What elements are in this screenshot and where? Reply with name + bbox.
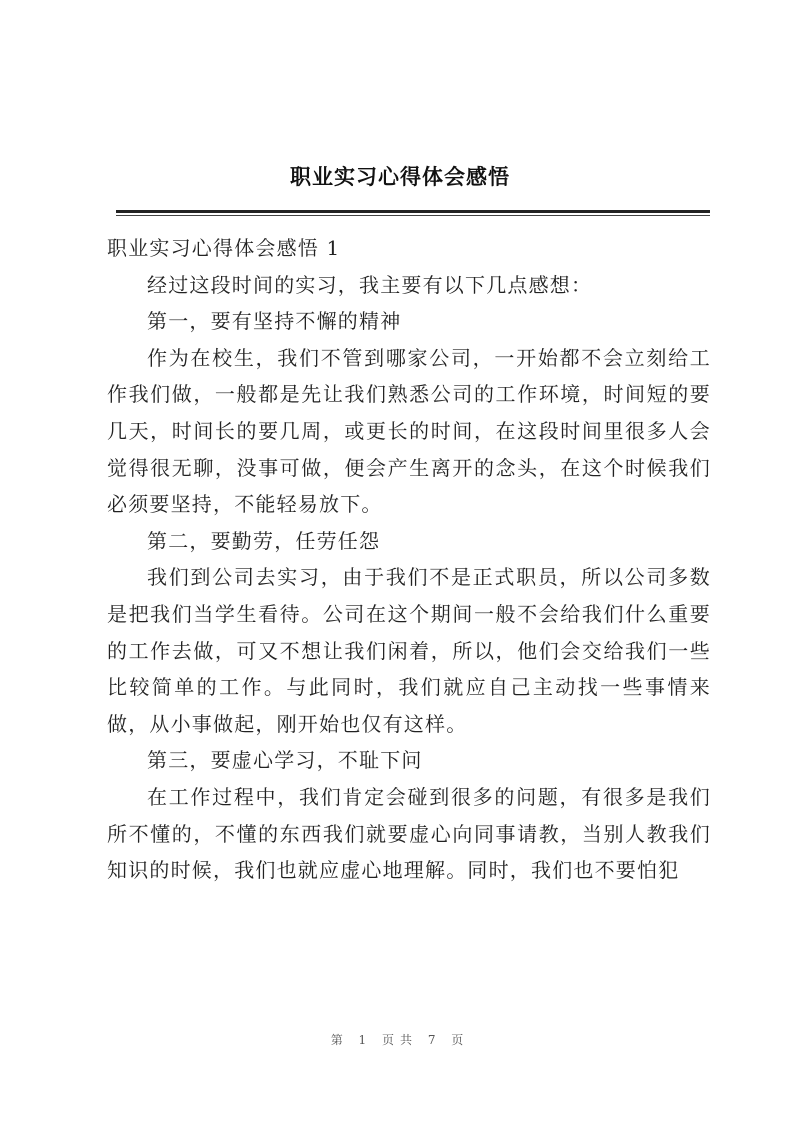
paragraph: 我们到公司去实习，由于我们不是正式职员，所以公司多数是把我们当学生看待。公司在这个期间一般不会给我们什么重要的工作去做，可又不想让我们闲着，所以，他们会交给我们一些比较简单的工作。与此同时，我们就应自己主动找一些事情来做，从小事做起，刚开始也仅有这样。 xyxy=(107,565,711,736)
document-title: 职业实习心得体会感悟 xyxy=(290,165,510,189)
paragraph: 经过这段时间的实习，我主要有以下几点感想： xyxy=(147,272,593,297)
section-heading: 职业实习心得体会感悟 1 xyxy=(107,236,341,260)
paragraph: 在工作过程中，我们肯定会碰到很多的问题，有很多是我们所不懂的，不懂的东西我们就要虚心向同事请教，当别人教我们知识的时候，我们也就应虚心地理解。同时，我们也不要怕犯 xyxy=(107,784,711,883)
point-heading: 第三，要虚心学习，不耻下问 xyxy=(147,748,423,773)
document-body xyxy=(107,230,711,889)
paragraph: 作为在校生，我们不管到哪家公司，一开始都不会立刻给工作我们做，一般都是先让我们熟悉公司的工作环境，时间短的要几天，时间长的要几周，或更长的时间，在这段时间里很多人会觉得很无聊，没事可做，便会产生离开的念头，在这个时候我们必须要坚持，不能轻易放下。 xyxy=(107,345,711,517)
point-heading: 第二，要勤劳，任劳任怨 xyxy=(147,528,381,553)
title-divider-thick xyxy=(116,210,710,213)
point-heading: 第一，要有坚持不懈的精神 xyxy=(147,309,402,334)
title-divider-thin xyxy=(116,215,710,216)
page-number-footer: 第 1 页共 7 页 xyxy=(330,1033,470,1047)
